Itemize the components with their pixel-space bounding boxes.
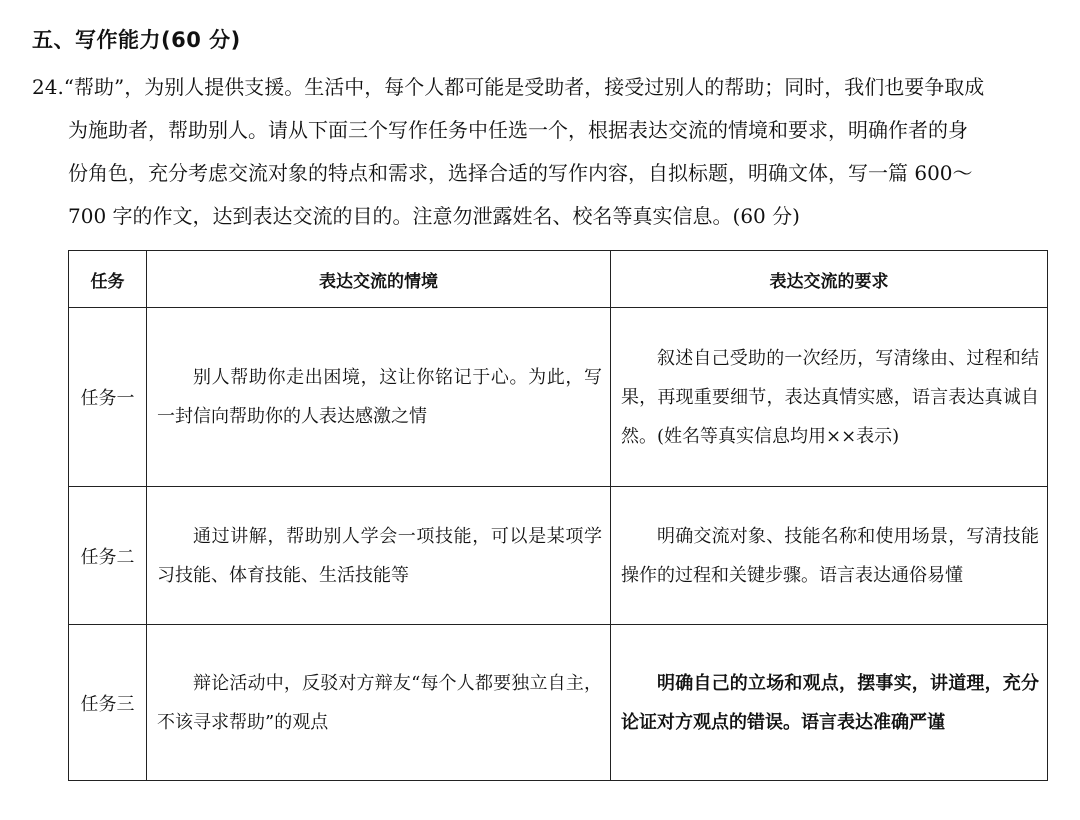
table-row (69, 308, 1048, 487)
task-requirement: 明确交流对象、技能名称和使用场景，写清技能操作的过程和关键步骤。语言表达通俗易懂 (621, 525, 1039, 586)
section-title: 五、写作能力(60 分) (32, 28, 241, 52)
question-line-3: 份角色，充分考虑交流对象的特点和需求，选择合适的写作内容，自拟标题，明确文体，写一篇 600～ (68, 161, 973, 185)
header-context: 表达交流的情境 (147, 251, 611, 308)
task-requirement: 明确自己的立场和观点，摆事实，讲道理，充分论证对方观点的错误。语言表达准确严谨 (621, 672, 1039, 733)
table-row (69, 487, 1048, 625)
question-line-4: 700 字的作文，达到表达交流的目的。注意勿泄露姓名、校名等真实信息。(60 分) (68, 204, 800, 228)
table-row (69, 625, 1048, 781)
task-requirement-cell (611, 625, 1048, 781)
task-requirement-cell (611, 487, 1048, 625)
task-name: 任务一 (69, 308, 147, 487)
header-requirement: 表达交流的要求 (611, 251, 1048, 308)
task-requirement: 叙述自己受助的一次经历，写清缘由、过程和结果，再现重要细节，表达真情实感，语言表达真诚自然。(姓名等真实信息均用××表示) (621, 347, 1039, 447)
writing-task-table (68, 250, 1048, 781)
question-line-2: 为施助者，帮助别人。请从下面三个写作任务中任选一个，根据表达交流的情境和要求，明确作者的身 (68, 118, 968, 142)
task-context: 辩论活动中，反驳对方辩友“每个人都要独立自主，不该寻求帮助”的观点 (157, 672, 602, 733)
question-line-1: 24.“帮助”，为别人提供支援。生活中，每个人都可能是受助者，接受过别人的帮助；同时，我们也要争取成 (32, 75, 985, 99)
task-context-cell (147, 487, 611, 625)
task-name: 任务二 (69, 487, 147, 625)
question-prompt (32, 66, 1048, 238)
task-context: 通过讲解，帮助别人学会一项技能，可以是某项学习技能、体育技能、生活技能等 (157, 525, 602, 586)
task-context-cell (147, 308, 611, 487)
table-header-row (69, 251, 1048, 308)
task-context: 别人帮助你走出困境，这让你铭记于心。为此，写一封信向帮助你的人表达感激之情 (157, 367, 602, 427)
header-task: 任务 (69, 251, 147, 308)
task-requirement-cell (611, 308, 1048, 487)
task-context-cell (147, 625, 611, 781)
task-name: 任务三 (69, 625, 147, 781)
